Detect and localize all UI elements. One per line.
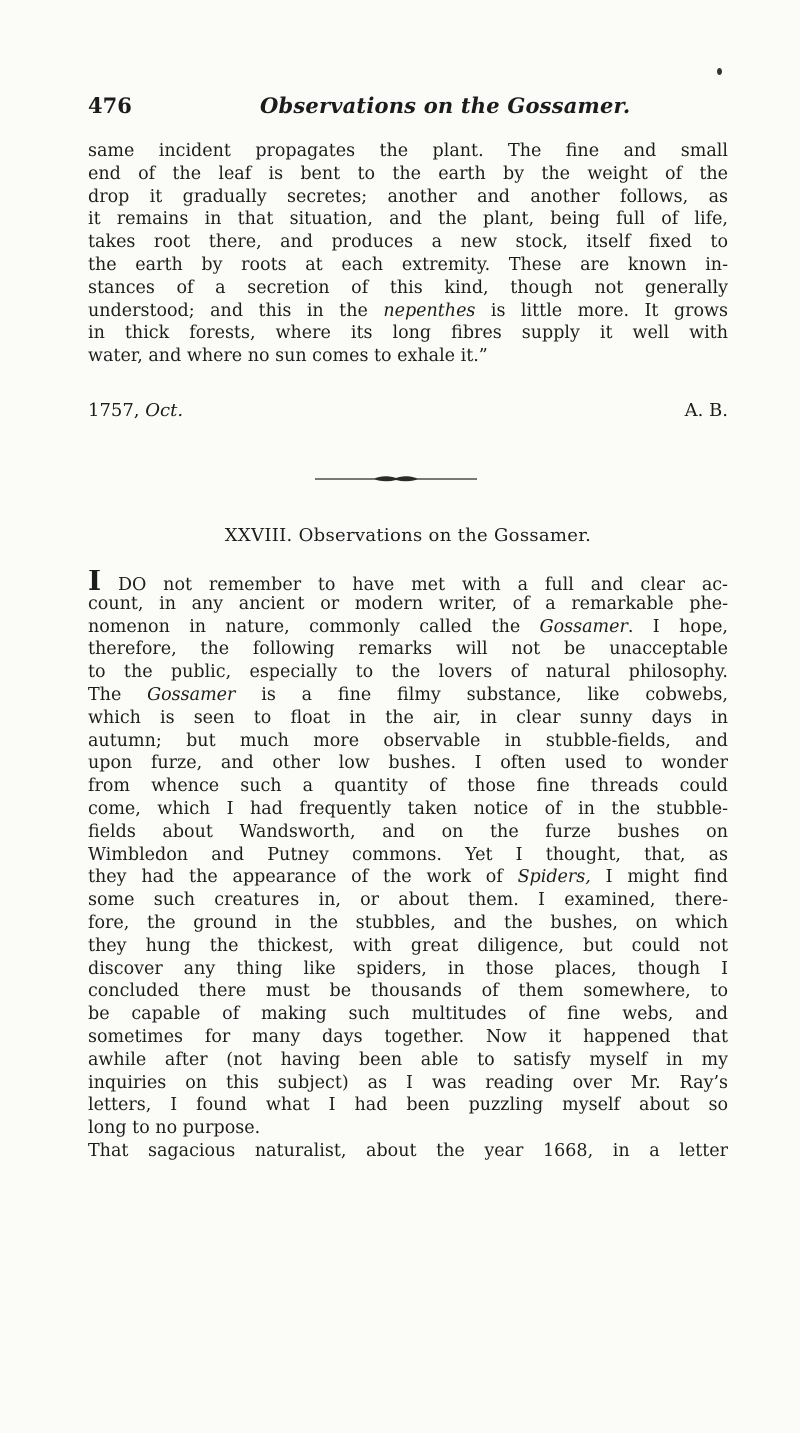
- text-line: some such creatures in, or about them. I examined, there-: [88, 890, 728, 911]
- text-line: awhile after (not having been able to satisfy myself in my: [88, 1049, 728, 1070]
- text-segment: understood; and this in the: [88, 300, 368, 321]
- running-title: Observations on the Gossamer.: [260, 93, 631, 118]
- text-line: [88, 684, 728, 707]
- italic-term: Spiders,: [517, 867, 591, 888]
- text-segment: is little more. It grows: [490, 300, 728, 321]
- text-line: same incident propagates the plant. The fine and small: [88, 141, 728, 161]
- text-line: Wimbledon and Putney commons. Yet I thought, that, as: [88, 844, 728, 865]
- italic-term: Gossamer: [147, 684, 236, 705]
- text-segment: . I hope,: [627, 616, 728, 637]
- text-line: [88, 616, 728, 639]
- drop-cap: I: [88, 570, 102, 593]
- text-line: it remains in that situation, and the plant, being full of life,: [88, 209, 728, 230]
- italic-term: Gossamer: [539, 616, 628, 637]
- page-number: 476: [88, 93, 132, 118]
- text-line: come, which I had frequently taken notice of in the stubble-: [88, 798, 728, 819]
- text-line: drop it gradually secretes; another and another follows, as: [88, 186, 728, 207]
- text-line: the earth by roots at each extremity. These are known in-: [88, 254, 728, 275]
- signoff-date: [88, 400, 183, 421]
- text-line: [88, 300, 728, 323]
- signoff-initials: A. B.: [684, 400, 728, 421]
- text-segment: is a fine filmy substance, like cobwebs,: [261, 684, 728, 705]
- text-line: long to no purpose.: [88, 1118, 261, 1139]
- signoff-year: 1757,: [88, 400, 140, 421]
- text-segment: The: [88, 684, 122, 705]
- text-line: fields about Wandsworth, and on the furze bushes on: [88, 821, 728, 842]
- text-line: fore, the ground in the stubbles, and the bushes, on which: [88, 912, 728, 933]
- text-line: [88, 866, 728, 889]
- text-line: which is seen to float in the air, in clear sunny days in: [88, 707, 728, 728]
- text-line: sometimes for many days together. Now it happened that: [88, 1026, 728, 1047]
- text-line: in thick forests, where its long fibres supply it well with: [88, 323, 728, 344]
- text-line: [88, 570, 728, 593]
- text-line: upon furze, and other low bushes. I often used to wonder: [88, 753, 728, 774]
- italic-term: nepenthes: [383, 300, 476, 321]
- text-line: autumn; but much more observable in stubble-fields, and: [88, 730, 728, 751]
- text-line: inquiries on this subject) as I was reading over Mr. Ray’s: [88, 1072, 728, 1093]
- letter-signoff: [88, 400, 728, 424]
- text-line: to the public, especially to the lovers of natural philosophy.: [88, 662, 728, 683]
- text-line: concluded there must be thousands of them somewhere, to: [88, 981, 728, 1002]
- text-line: That sagacious naturalist, about the year 1668, in a letter: [88, 1140, 728, 1161]
- text-line: count, in any ancient or modern writer, of a remarkable phe-: [88, 593, 728, 614]
- section-divider-ornament: [315, 474, 477, 484]
- text-segment: I might find: [605, 867, 728, 888]
- text-line: from whence such a quantity of those fine threads could: [88, 776, 728, 797]
- text-segment: not remember to have met with a full and clear ac-: [146, 575, 728, 593]
- ink-speck: [717, 68, 722, 75]
- text-line: stances of a secretion of this kind, though not generally: [88, 277, 728, 298]
- body-paragraph: [88, 570, 728, 1163]
- continuation-paragraph: [88, 140, 728, 368]
- text-segment: they had the appearance of the work of: [88, 867, 503, 888]
- text-line: therefore, the following remarks will not be unacceptable: [88, 639, 728, 660]
- text-line: they hung the thickest, with great diligence, but could not: [88, 935, 728, 956]
- signoff-month: Oct.: [145, 400, 184, 421]
- text-line: water, and where no sun comes to exhale it.”: [88, 346, 488, 367]
- text-line: letters, I found what I had been puzzling myself about so: [88, 1095, 728, 1116]
- text-segment: nomenon in nature, commonly called the: [88, 616, 521, 637]
- text-line: end of the leaf is bent to the earth by the weight of the: [88, 163, 728, 184]
- section-title: XXVIII. Observations on the Gossamer.: [224, 525, 592, 546]
- page-header: [88, 93, 728, 123]
- text-line: takes root there, and produces a new stock, itself fixed to: [88, 232, 728, 253]
- first-word: DO: [117, 575, 147, 593]
- text-line: discover any thing like spiders, in those places, though I: [88, 958, 728, 979]
- text-line: be capable of making such multitudes of fine webs, and: [88, 1004, 728, 1025]
